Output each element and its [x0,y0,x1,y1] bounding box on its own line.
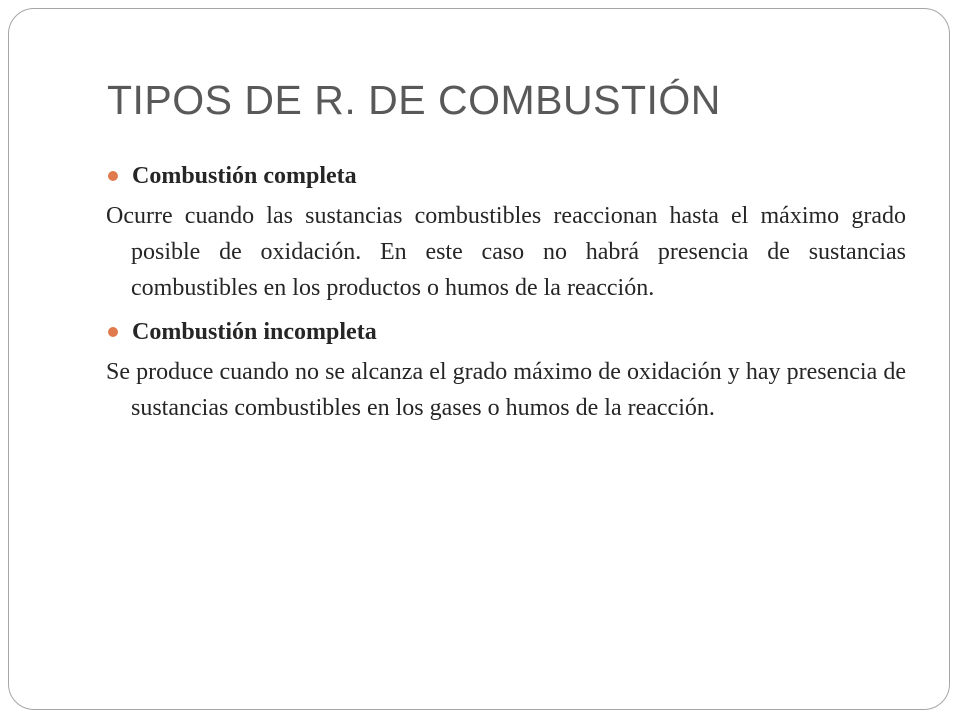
section-heading-incomplete [106,314,906,350]
section-paragraph-complete: Ocurre cuando las sustancias combustibles reaccionan hasta el máximo grado posible de oxidación. En este caso no habrá presencia de sustancias combustibles en los productos o humos de la reacción. [106,203,906,301]
bullet-dot-icon [108,327,118,337]
section-heading-label: Combustión completa [132,163,357,189]
section-heading-label: Combustión incompleta [132,319,377,345]
slide-body [106,158,906,434]
section-heading-complete [106,158,906,194]
section-paragraph-incomplete: Se produce cuando no se alcanza el grado máximo de oxidación y hay presencia de sustancias combustibles en los gases o humos de la reacción. [106,359,906,421]
bullet-dot-icon [108,171,118,181]
slide-title: TIPOS DE R. DE COMBUSTIÓN [107,77,721,123]
